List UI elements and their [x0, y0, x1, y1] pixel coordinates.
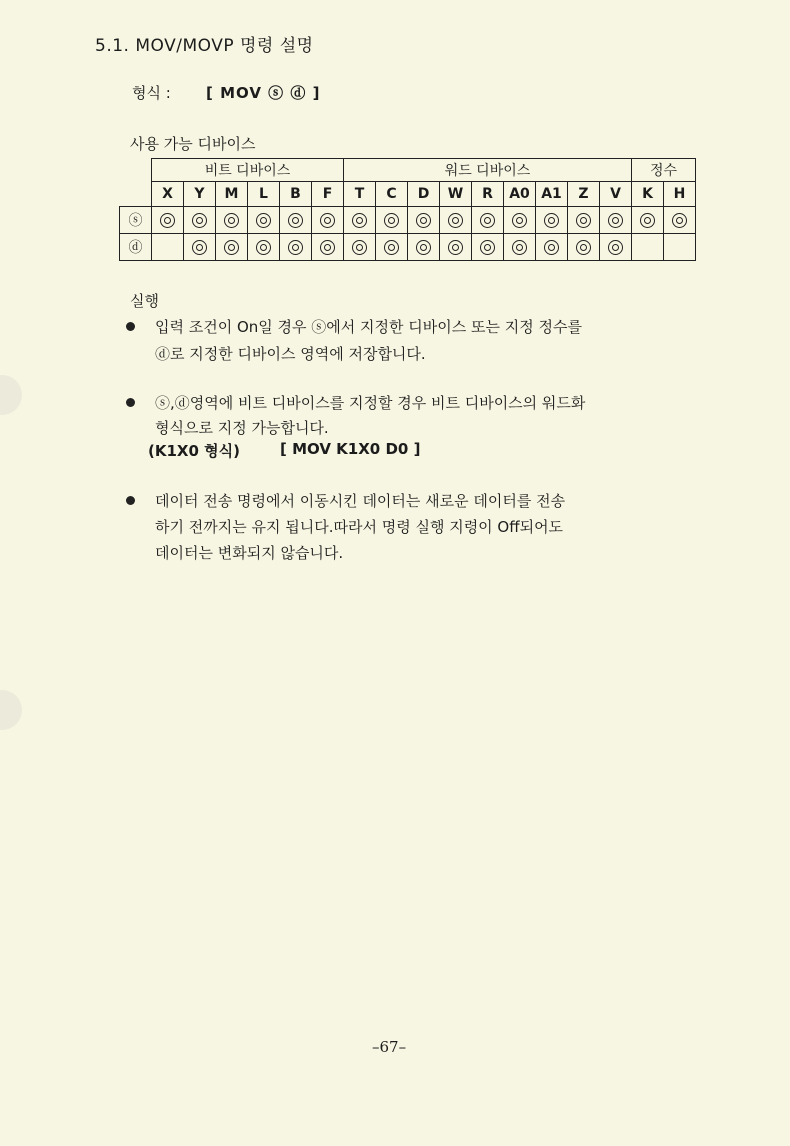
column-header-w: W: [440, 182, 472, 207]
column-header-z: Z: [568, 182, 600, 207]
device-cell: [408, 207, 440, 234]
available-mark-icon: [544, 240, 559, 255]
example-expression: [ MOV K1X0 D0 ]: [280, 440, 421, 458]
punch-hole: [0, 375, 22, 415]
device-cell: [312, 207, 344, 234]
available-mark-icon: [544, 213, 559, 228]
available-mark-icon: [256, 213, 271, 228]
available-mark-icon: [416, 213, 431, 228]
bullet3-line2: 하기 전까지는 유지 됩니다.따라서 명령 실행 지령이 Off되어도: [155, 518, 564, 536]
column-header-k: K: [632, 182, 664, 207]
device-cell: [248, 207, 280, 234]
device-cell: [280, 234, 312, 261]
column-header-b: B: [280, 182, 312, 207]
device-cell: [504, 234, 536, 261]
available-mark-icon: [608, 213, 623, 228]
device-cell: [472, 234, 504, 261]
device-cell: [440, 234, 472, 261]
available-mark-icon: [160, 213, 175, 228]
bullet2-line2: 형식으로 지정 가능합니다.: [155, 419, 329, 437]
format-label: 형식 :: [132, 84, 171, 102]
device-cell: [504, 207, 536, 234]
column-header-c: C: [376, 182, 408, 207]
device-cell: [312, 234, 344, 261]
available-mark-icon: [352, 213, 367, 228]
available-mark-icon: [320, 213, 335, 228]
column-header-v: V: [600, 182, 632, 207]
available-mark-icon: [448, 240, 463, 255]
device-cell: [632, 207, 664, 234]
device-cell: [152, 234, 184, 261]
available-mark-icon: [224, 240, 239, 255]
available-mark-icon: [192, 240, 207, 255]
row-header: ⓢ: [120, 207, 152, 234]
column-header-f: F: [312, 182, 344, 207]
column-header-l: L: [248, 182, 280, 207]
device-cell: [152, 207, 184, 234]
device-cell: [632, 234, 664, 261]
column-header-d: D: [408, 182, 440, 207]
available-mark-icon: [192, 213, 207, 228]
bit-device-group: 비트 디바이스: [152, 159, 344, 182]
device-cell: [280, 207, 312, 234]
available-mark-icon: [416, 240, 431, 255]
column-header-t: T: [344, 182, 376, 207]
device-cell: [344, 234, 376, 261]
exec-heading: 실행: [130, 292, 159, 310]
device-cell: [248, 234, 280, 261]
available-mark-icon: [320, 240, 335, 255]
available-mark-icon: [640, 213, 655, 228]
device-cell: [184, 207, 216, 234]
available-mark-icon: [384, 213, 399, 228]
device-cell: [568, 207, 600, 234]
column-header-m: M: [216, 182, 248, 207]
devices-title: 사용 가능 디바이스: [130, 135, 256, 153]
device-cell: [664, 207, 696, 234]
device-cell: [344, 207, 376, 234]
row-header: ⓓ: [120, 234, 152, 261]
device-cell: [184, 234, 216, 261]
device-cell: [216, 207, 248, 234]
available-mark-icon: [672, 213, 687, 228]
available-mark-icon: [608, 240, 623, 255]
device-cell: [472, 207, 504, 234]
available-mark-icon: [352, 240, 367, 255]
column-header-a0: A0: [504, 182, 536, 207]
available-mark-icon: [480, 213, 495, 228]
available-mark-icon: [448, 213, 463, 228]
device-cell: [568, 234, 600, 261]
available-mark-icon: [256, 240, 271, 255]
word-device-group: 워드 디바이스: [344, 159, 632, 182]
column-header-r: R: [472, 182, 504, 207]
device-cell: [536, 207, 568, 234]
available-mark-icon: [576, 240, 591, 255]
bullet3-line1: 데이터 전송 명령에서 이동시킨 데이터는 새로운 데이터를 전송: [155, 492, 566, 510]
example-label: (K1X0 형식): [148, 442, 240, 460]
punch-hole: [0, 690, 22, 730]
bullet1-line1: 입력 조건이 On일 경우 ⓢ에서 지정한 디바이스 또는 지정 정수를: [155, 318, 582, 336]
available-mark-icon: [512, 213, 527, 228]
bullet2-line1: ⓢ,ⓓ영역에 비트 디바이스를 지정할 경우 비트 디바이스의 워드화: [155, 394, 586, 412]
constant-group: 정수: [632, 159, 696, 182]
bullet-dot: [126, 322, 135, 331]
available-mark-icon: [480, 240, 495, 255]
column-header-x: X: [152, 182, 184, 207]
column-header-h: H: [664, 182, 696, 207]
device-cell: [216, 234, 248, 261]
device-cell: [600, 234, 632, 261]
device-cell: [408, 234, 440, 261]
device-cell: [440, 207, 472, 234]
bullet-dot: [126, 398, 135, 407]
section-title: 5.1. MOV/MOVP 명령 설명: [95, 36, 314, 56]
page-number: –67–: [372, 1038, 407, 1056]
column-header-y: Y: [184, 182, 216, 207]
available-mark-icon: [288, 240, 303, 255]
bullet1-line2: ⓓ로 지정한 디바이스 영역에 저장합니다.: [155, 345, 426, 363]
available-mark-icon: [384, 240, 399, 255]
available-mark-icon: [224, 213, 239, 228]
device-cell: [536, 234, 568, 261]
device-cell: [376, 207, 408, 234]
available-mark-icon: [288, 213, 303, 228]
bullet-dot: [126, 496, 135, 505]
format-expression: [ MOV ⓢ ⓓ ]: [206, 84, 321, 102]
device-table: [119, 158, 696, 261]
device-cell: [600, 207, 632, 234]
bullet3-line3: 데이터는 변화되지 않습니다.: [155, 544, 344, 562]
available-mark-icon: [576, 213, 591, 228]
device-cell: [664, 234, 696, 261]
available-mark-icon: [512, 240, 527, 255]
device-cell: [376, 234, 408, 261]
column-header-a1: A1: [536, 182, 568, 207]
